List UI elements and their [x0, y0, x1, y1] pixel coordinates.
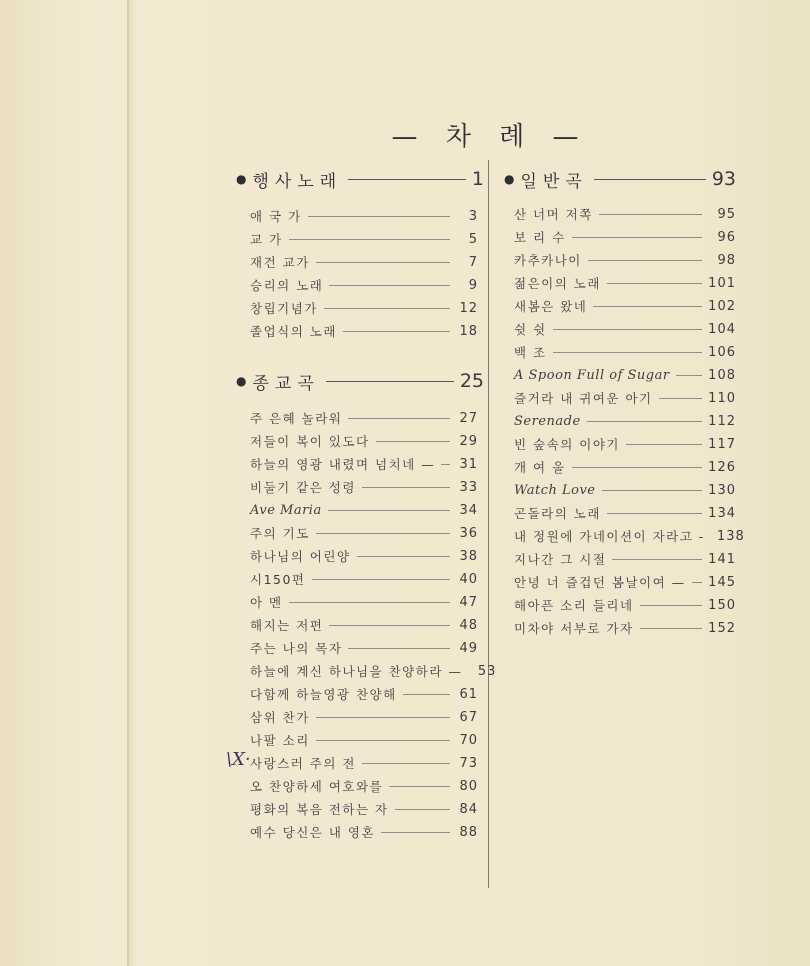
- leader-line: [640, 605, 702, 606]
- toc-entry[interactable]: [250, 615, 478, 635]
- entry-page: 12: [459, 300, 478, 316]
- leader-line: [692, 582, 702, 583]
- leader-line: [376, 441, 450, 442]
- toc-entry[interactable]: [514, 388, 736, 408]
- toc-entry[interactable]: [250, 661, 497, 681]
- entry-title: 창립기념가: [250, 301, 318, 316]
- leader-line: [553, 352, 702, 353]
- leader-line: [326, 381, 454, 382]
- leader-line: [329, 625, 450, 626]
- entry-page: 104: [708, 321, 736, 337]
- toc-entry[interactable]: [250, 275, 478, 295]
- bullet-icon: ●: [236, 374, 247, 388]
- entry-page: 88: [459, 824, 478, 840]
- toc-entry[interactable]: [250, 431, 478, 451]
- toc-entry[interactable]: [514, 319, 736, 339]
- toc-entry[interactable]: [514, 273, 736, 293]
- leader-line: [553, 329, 702, 330]
- entry-title: 주의 기도: [250, 526, 310, 541]
- leader-line: [640, 628, 702, 629]
- leader-line: [403, 694, 450, 695]
- leader-line: [289, 602, 450, 603]
- leader-line: [329, 285, 450, 286]
- leader-line: [441, 464, 450, 465]
- entry-title: 하나님의 어린양: [250, 549, 351, 564]
- entry-title: 삼위 찬가: [250, 710, 310, 725]
- entry-page: 73: [459, 755, 478, 771]
- entry-title: 주 은혜 놀라워: [250, 411, 343, 426]
- toc-entry[interactable]: [250, 500, 478, 520]
- entry-page: 138: [716, 528, 745, 544]
- entry-title: A Spoon Full of Sugar: [514, 367, 670, 383]
- leader-line: [602, 490, 703, 491]
- toc-entry[interactable]: [250, 592, 478, 612]
- section-title: 일반곡: [520, 171, 588, 192]
- entry-page: 33: [459, 479, 478, 495]
- toc-entry[interactable]: [250, 321, 478, 341]
- entry-title: 새봄은 왔네: [514, 299, 588, 314]
- leader-line: [316, 740, 450, 741]
- entry-page: 152: [708, 620, 736, 636]
- entry-page: 84: [459, 801, 478, 817]
- entry-title: 즐거라 내 귀여운 아기: [514, 391, 653, 406]
- entry-title: 젊은이의 노래: [514, 276, 601, 291]
- entry-page: 40: [459, 571, 478, 587]
- leader-line: [659, 398, 702, 399]
- entry-page: 34: [459, 502, 478, 518]
- entry-title: Serenade: [514, 413, 581, 429]
- leader-line: [381, 832, 450, 833]
- toc-entry[interactable]: [250, 799, 478, 819]
- entry-title: 안녕 너 즐겁던 봄날이여 —: [514, 575, 686, 590]
- entry-title: 곤돌라의 노래: [514, 506, 601, 521]
- leader-line: [572, 467, 702, 468]
- toc-entry[interactable]: [250, 546, 478, 566]
- entry-page: 130: [708, 482, 736, 498]
- toc-entry[interactable]: [514, 457, 736, 477]
- entry-page: 67: [459, 709, 478, 725]
- entry-title: 아 멘: [250, 595, 283, 610]
- entry-title: Watch Love: [514, 482, 596, 498]
- leader-line: [599, 214, 702, 215]
- entry-page: 36: [459, 525, 478, 541]
- entry-title: 지나간 그 시절: [514, 552, 607, 567]
- toc-entry[interactable]: [250, 477, 478, 497]
- toc-entry[interactable]: [514, 296, 736, 316]
- bullet-icon: ●: [504, 172, 515, 186]
- leader-line: [343, 331, 450, 332]
- entry-page: 141: [708, 551, 736, 567]
- toc-entry[interactable]: [514, 526, 745, 546]
- leader-line: [676, 375, 702, 376]
- entry-page: 150: [708, 597, 736, 613]
- toc-entry[interactable]: [514, 549, 736, 569]
- entry-page: 101: [708, 275, 736, 291]
- leader-line: [588, 260, 702, 261]
- toc-entry[interactable]: [250, 408, 478, 428]
- entry-title: 저들이 복이 있도다: [250, 434, 370, 449]
- toc-entry[interactable]: [514, 595, 736, 615]
- section-page: 25: [459, 370, 484, 392]
- toc-entry[interactable]: [514, 503, 736, 523]
- column-divider: [488, 160, 489, 888]
- section-header-religious: [236, 364, 484, 398]
- toc-entry[interactable]: [514, 618, 736, 638]
- entry-page: 117: [708, 436, 736, 452]
- leader-line: [316, 262, 450, 263]
- entry-page: 112: [708, 413, 736, 429]
- leader-line: [395, 809, 450, 810]
- entry-page: 102: [708, 298, 736, 314]
- entry-page: 38: [459, 548, 478, 564]
- entry-page: 70: [459, 732, 478, 748]
- entry-page: 3: [468, 208, 478, 224]
- leader-line: [324, 308, 450, 309]
- section-title: 행사노래: [252, 171, 343, 192]
- entry-title: 예수 당신은 내 영혼: [250, 825, 376, 840]
- toc-entry[interactable]: [250, 822, 478, 842]
- leader-line: [587, 421, 702, 422]
- section-page: 1: [471, 168, 484, 190]
- leader-line: [348, 418, 450, 419]
- entry-title: 내 정원에 가네이션이 자라고 -: [514, 529, 705, 544]
- entry-title: 나팔 소리: [250, 733, 310, 748]
- section-header-events: [236, 162, 484, 196]
- entry-title: 백 조: [514, 345, 547, 360]
- entry-page: 110: [708, 390, 736, 406]
- entry-title: 교 가: [250, 232, 283, 247]
- toc-entry[interactable]: [514, 204, 736, 224]
- section-title: 종교곡: [252, 373, 320, 394]
- entry-title: 오 찬양하세 여호와를: [250, 779, 384, 794]
- leader-line: [626, 444, 702, 445]
- leader-line: [308, 216, 450, 217]
- entry-title: 해지는 저편: [250, 618, 324, 633]
- leader-line: [362, 763, 450, 764]
- toc-entry[interactable]: [514, 250, 736, 270]
- entry-page: 95: [717, 206, 736, 222]
- leader-line: [389, 786, 450, 787]
- entry-page: 18: [459, 323, 478, 339]
- entry-page: 48: [459, 617, 478, 633]
- entry-title: 미차야 서부로 가자: [514, 621, 634, 636]
- toc-entry[interactable]: [250, 684, 478, 704]
- toc-entry[interactable]: [250, 206, 478, 226]
- entry-page: 108: [708, 367, 736, 383]
- entry-title: 평화의 복음 전하는 자: [250, 802, 389, 817]
- entry-page: 5: [468, 231, 478, 247]
- toc-entry[interactable]: [250, 523, 478, 543]
- toc-entry[interactable]: [250, 229, 478, 249]
- section-header-general: [504, 162, 736, 196]
- toc-entry[interactable]: [250, 730, 478, 750]
- entry-page: 29: [459, 433, 478, 449]
- entry-title: Ave Maria: [250, 502, 322, 518]
- entry-page: 49: [459, 640, 478, 656]
- leader-line: [594, 179, 706, 180]
- toc-entry[interactable]: [250, 252, 478, 272]
- toc-entry[interactable]: [514, 365, 736, 385]
- entry-title: 하늘의 영광 내렸며 넘치네 —: [250, 457, 436, 472]
- entry-page: 96: [717, 229, 736, 245]
- section-page: 93: [711, 168, 736, 190]
- entry-page: 9: [468, 277, 478, 293]
- entry-title: 재건 교가: [250, 255, 310, 270]
- toc-entry[interactable]: [514, 434, 736, 454]
- leader-line: [348, 648, 450, 649]
- leader-line: [289, 239, 450, 240]
- leader-line: [348, 179, 466, 180]
- entry-page: 106: [708, 344, 736, 360]
- entry-page: 98: [717, 252, 736, 268]
- handwritten-mark: \X·: [226, 749, 251, 770]
- entry-title: 보 리 수: [514, 230, 566, 245]
- entry-title: 빈 숲속의 이야기: [514, 437, 620, 452]
- leader-line: [312, 579, 450, 580]
- entry-title: 시150편: [250, 572, 306, 587]
- toc-entry[interactable]: [514, 342, 736, 362]
- entry-title: 비둘기 같은 성령: [250, 480, 356, 495]
- leader-line: [607, 513, 702, 514]
- toc-entry[interactable]: [514, 480, 736, 500]
- entry-title: 산 너머 저쪽: [514, 207, 593, 222]
- leader-line: [607, 283, 702, 284]
- entry-page: 47: [459, 594, 478, 610]
- entry-page: 27: [459, 410, 478, 426]
- entry-page: 53: [477, 663, 497, 679]
- toc-entry[interactable]: [250, 454, 478, 474]
- entry-title: 쉿 쉿: [514, 322, 547, 337]
- toc-entry[interactable]: [514, 572, 736, 592]
- leader-line: [328, 510, 450, 511]
- entry-title: 하늘에 계신 하나님을 찬양하라 —: [250, 664, 463, 679]
- entry-title: 애 국 가: [250, 209, 302, 224]
- entry-title: 카추카나이: [514, 253, 582, 268]
- entry-page: 61: [459, 686, 478, 702]
- page-fold: [127, 0, 129, 966]
- leader-line: [316, 533, 450, 534]
- toc-entry[interactable]: [250, 569, 478, 589]
- leader-line: [362, 487, 450, 488]
- entry-page: 7: [468, 254, 478, 270]
- leader-line: [612, 559, 702, 560]
- entry-page: 80: [459, 778, 478, 794]
- entry-title: 주는 나의 목자: [250, 641, 343, 656]
- leader-line: [572, 237, 702, 238]
- entry-title: 해아픈 소리 들리네: [514, 598, 634, 613]
- leader-line: [357, 556, 451, 557]
- entry-page: 134: [708, 505, 736, 521]
- leader-line: [593, 306, 702, 307]
- toc-entry[interactable]: [250, 638, 478, 658]
- bullet-icon: ●: [236, 172, 247, 186]
- entry-title: 사랑스러 주의 전: [250, 756, 356, 771]
- entry-title: 다함께 하늘영광 찬양해: [250, 687, 397, 702]
- toc-entry[interactable]: [250, 753, 478, 773]
- toc-entry[interactable]: [514, 411, 736, 431]
- toc-entry[interactable]: [250, 776, 478, 796]
- toc-entry[interactable]: [250, 707, 478, 727]
- entry-page: 31: [459, 456, 478, 472]
- toc-entry[interactable]: [514, 227, 736, 247]
- page-title: — 차 례 —: [391, 122, 589, 152]
- entry-title: 승리의 노래: [250, 278, 324, 293]
- entry-page: 145: [708, 574, 736, 590]
- leader-line: [316, 717, 450, 718]
- entry-page: 126: [708, 459, 736, 475]
- entry-title: 개 여 울: [514, 460, 566, 475]
- entry-title: 졸업식의 노래: [250, 324, 337, 339]
- toc-entry[interactable]: [250, 298, 478, 318]
